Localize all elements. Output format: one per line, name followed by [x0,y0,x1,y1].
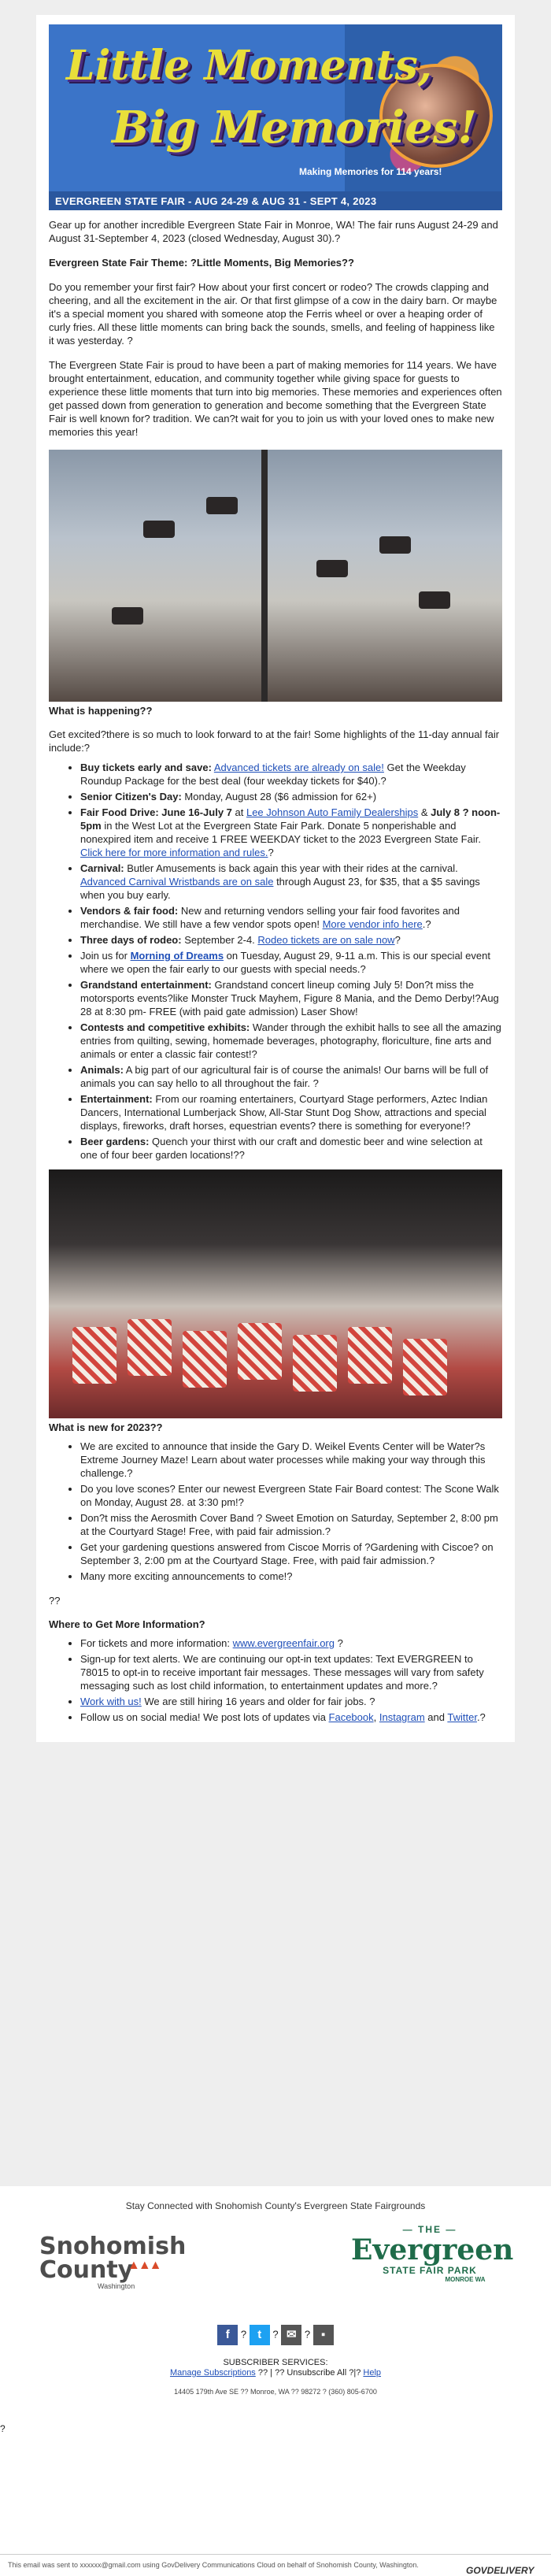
list-item: • Contests and competitive exhibits: Wander through the exhibit halls to see all the amazing entries from quilting, sewing, homemade beverages, photography, floriculture, fine arts and animals or enter a classic fair contest!? [80,1021,502,1061]
advanced-tickets-link[interactable]: Advanced tickets are already on sale! [213,762,384,773]
footer-logos [0,2211,551,2298]
trees-icon: ▲▲▲ [128,2259,161,2272]
hero-tagline: Making Memories for 114 years! [299,166,442,177]
hero-banner [49,24,502,210]
govdelivery-logo[interactable]: GOVDELIVERY [466,2565,534,2576]
list-item: • Entertainment: From our roaming entertainers, Courtyard Stage performers, Aztec Indian Dancers, International Lumberjack Show, All-Star Stunt Dog Show, attractions and special displays, fireworks, draft horses, equestrian events? there is something for everyone!? [80,1092,502,1132]
list-item: • Don?t miss the Aerosmith Cover Band ? Sweet Emotion on Saturday, September 2, 8:00 pm at the Courtyard Stage! Free, with paid fair admission.? [80,1511,502,1538]
list-item: • Follow us on social media! We post lots of updates via Facebook, Instagram and Twitter.? [80,1711,502,1724]
hero-dates: EVERGREEN STATE FAIR - AUG 24-29 & AUG 31 - SEPT 4, 2023 [55,195,377,207]
list-item: • Buy tickets early and save: Advanced tickets are already on sale! Get the Weekday Roundup Package for the best deal (four weekday tickets for $40).? [80,761,502,788]
vendor-info-link[interactable]: More vendor info here [322,918,423,930]
email-card [36,15,515,1742]
hero-title-line2: Big Memories! [112,102,477,154]
list-item: • Beer gardens: Quench your thirst with our craft and domestic beer and wine selection at one of four beer garden locations!?? [80,1135,502,1162]
sent-notice: This email was sent to xxxxxx@gmail.com using GovDelivery Communications Cloud on behalf of Snohomish County, Washington. [8,2561,419,2569]
stray-mark: ? [0,2423,6,2434]
work-with-us-link[interactable]: Work with us! [80,1696,142,1707]
list-item: • Fair Food Drive: June 16-July 7 at Lee Johnson Auto Family Dealerships & July 8 ? noon-5pm in the West Lot at the Evergreen State Fair Park. Donate 5 nonperishable and nonexpired item and receive 1 FREE WEEKDAY ticket to the 2023 Evergreen State Fair. Click here for more information and rules.? [80,806,502,859]
list-item: • We are excited to announce that inside the Gary D. Weikel Events Center will be Water?s Extreme Journey Maze! Learn about water processes while making your way through this challenge.? [80,1440,502,1480]
highlights-list [49,761,502,1162]
theme-heading: Evergreen State Fair Theme: ?Little Moments, Big Memories?? [49,257,354,269]
hero-date-strip [49,191,502,210]
instagram-link[interactable]: Instagram [379,1711,425,1723]
list-item: • Grandstand entertainment: Grandstand concert lineup coming July 5! Don?t miss the motorsports events?like Monster Truck Mayhem, Figure 8 Mania, and the Demo Derby!?Aug 28 at 8:30 pm- FREE (with paid gate admission) Laser Show! [80,978,502,1018]
info-heading: Where to Get More Information? [49,1618,205,1630]
carnival-wristbands-link[interactable]: Advanced Carnival Wristbands are on sale [80,876,274,888]
swing-ride-photo [49,450,502,702]
food-drive-rules-link[interactable]: Click here for more information and rules. [80,847,268,858]
list-item: • Sign-up for text alerts. We are continuing our opt-in text updates: Text EVERGREEN to 78015 to opt-in to receive important fair messages. These messages will vary from safety messaging such as lost child information, to entertainment updates and more.? [80,1652,502,1692]
social-icons: f ? t ? ✉ ? ▪ [0,2325,551,2345]
tradition-paragraph: The Evergreen State Fair is proud to have been a part of making memories for 114 years. We have brought entertainment, education, and community together while giving space for guests to experience these little moments that turn into big memories. These memories and experiences often get passed down from generation to generation and become something that the Evergreen State Fair is well known for? tradition. We can?t wait for you to join us with your loved ones to make new memories this year! [49,359,502,438]
list-item: • Carnival: Butler Amusements is back again this year with their rides at the carnival. Advanced Carnival Wristbands are on sale through August 23, for $35, that a $5 savings when you buy early. [80,862,502,902]
sms-icon[interactable]: ▪ [313,2325,334,2345]
happening-intro: Get excited?there is so much to look forward to at the fair! Some highlights of the 11-day annual fair include:? [49,728,500,754]
info-list [49,1636,502,1724]
stay-connected-text: Stay Connected with Snohomish County's Evergreen State Fairgrounds [125,2200,426,2211]
new-items-list [49,1440,502,1583]
subscriber-services: SUBSCRIBER SERVICES: Manage Subscriptions ?? | ?? Unsubscribe All ?|? Help [169,2358,382,2378]
list-item: • Senior Citizen's Day: Monday, August 28 ($6 admission for 62+) [80,790,502,803]
list-item: • Three days of rodeo: September 2-4. Rodeo tickets are on sale now? [80,933,502,947]
happening-heading: What is happening?? [49,705,153,717]
manage-subscriptions-link[interactable]: Manage Subscriptions [169,2368,256,2378]
twitter-link[interactable]: Twitter [447,1711,477,1723]
twitter-icon[interactable]: t [250,2325,270,2345]
spacer-text: ?? [49,1595,61,1607]
list-item: • Join us for Morning of Dreams on Tuesday, August 29, 9-11 a.m. This is our special event where we open the fair early to our guests with special needs.? [80,949,502,976]
rodeo-tickets-link[interactable]: Rodeo tickets are on sale now [257,934,395,946]
list-item: • For tickets and more information: www.evergreenfair.org ? [80,1636,502,1650]
list-item: • Many more exciting announcements to come!? [80,1570,502,1583]
help-link[interactable]: Help [363,2368,382,2378]
facebook-icon[interactable]: f [217,2325,238,2345]
morning-of-dreams-link[interactable]: Morning of Dreams [130,950,224,962]
list-item: • Get your gardening questions answered from Ciscoe Morris of ?Gardening with Ciscoe? on September 3, 2:00 pm at the Courtyard Stage. Free, with paid fair admission.? [80,1540,502,1567]
snohomish-county-logo[interactable]: Snohomish County ▲▲▲ Washington [39,2233,187,2290]
email-icon[interactable]: ✉ [281,2325,301,2345]
hero-title-line1: Little Moments, [66,42,432,90]
evergreenfair-website-link[interactable]: www.evergreenfair.org [232,1637,335,1649]
new-heading: What is new for 2023?? [49,1421,163,1433]
memories-paragraph: Do you remember your first fair? How about your first concert or rodeo? The crowds clapping and cheering, and all the excitement in the air. Or that first glimpse of a cow in the dairy barn. Or maybe it's a special moment you shared with someone atop the Ferris wheel or over a heaping order of curly fries. All these little moments can bring back the sounds, smells, and feeling of happiness like it was yesterday. ? [49,281,497,347]
list-item: • Vendors & fair food: New and returning vendors selling your fair food favorites and merchandise. We still have a few vendor spots open! More vendor info here.? [80,904,502,931]
intro-paragraph: Gear up for another incredible Evergreen State Fair in Monroe, WA! The fair runs August 24-29 and August 31-September 4, 2023 (closed Wednesday, August 30).? [49,219,498,244]
list-item: • Animals: A big part of our agricultural fair is of course the animals! Our barns will be full of animals you can say hello to all throughout the fair. ? [80,1063,502,1090]
email-footer [0,2186,551,2396]
list-item: • Do you love scones? Enter our newest Evergreen State Fair Board contest: The Scone Walk on Monday, August 28. at 3:30 pm!? [80,1482,502,1509]
evergreen-state-fair-park-logo[interactable]: — THE — Evergreen STATE FAIR PARK MONROE WA [351,2224,514,2283]
facebook-link[interactable]: Facebook [328,1711,374,1723]
fair-fries-photo [49,1169,502,1418]
mailing-address: 14405 179th Ave SE ?? Monroe, WA ?? 98272 ? (360) 805-6700 [174,2388,377,2396]
lee-johnson-link[interactable]: Lee Johnson Auto Family Dealerships [246,806,419,818]
list-item: • Work with us! We are still hiring 16 years and older for fair jobs. ? [80,1695,502,1708]
